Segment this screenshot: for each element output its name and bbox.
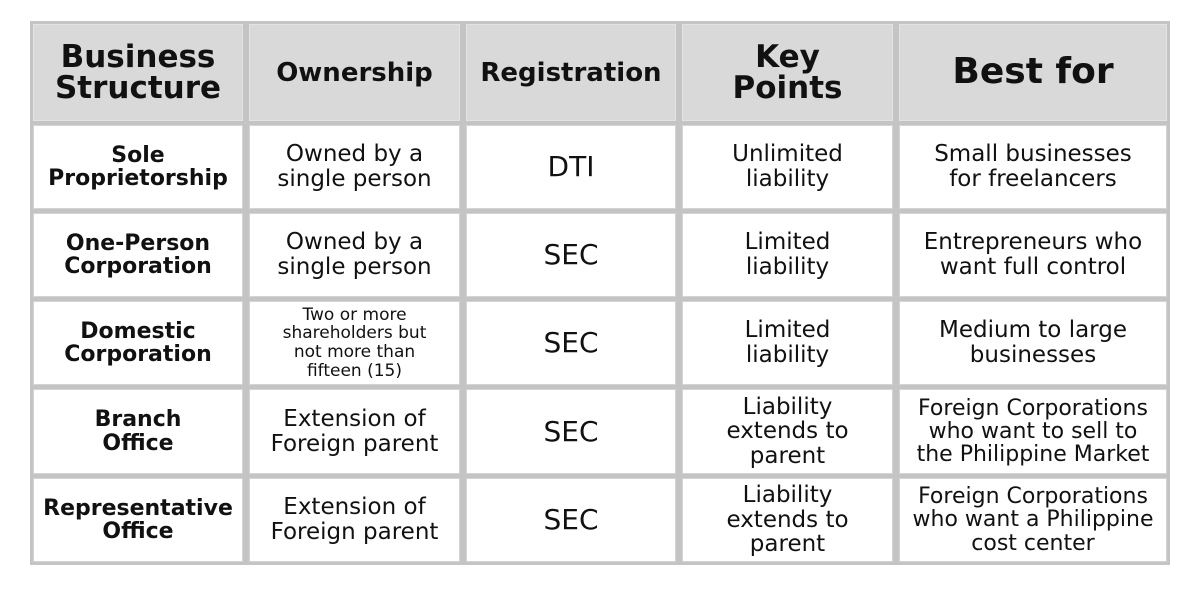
cell-ownership: Owned by a single person — [249, 213, 460, 297]
cell-registration: SEC — [466, 301, 676, 385]
cell-registration: SEC — [466, 478, 676, 562]
cell-registration: SEC — [466, 389, 676, 474]
row-label-domestic-corporation: Domestic Corporation — [33, 301, 243, 385]
header-ownership: Ownership — [249, 24, 460, 121]
cell-key-points: Liability extends to parent — [682, 389, 893, 474]
row-label-branch-office: Branch Office — [33, 389, 243, 474]
row-label-one-person-corporation: One-Person Corporation — [33, 213, 243, 297]
cell-key-points: Limited liability — [682, 213, 893, 297]
header-registration: Registration — [466, 24, 676, 121]
header-best-for: Best for — [899, 24, 1167, 121]
cell-key-points: Limited liability — [682, 301, 893, 385]
header-key-points: Key Points — [682, 24, 893, 121]
cell-best-for: Foreign Corporations who want to sell to the Philippine Market — [899, 389, 1167, 474]
row-label-representative-office: Representative Office — [33, 478, 243, 562]
cell-best-for: Medium to large businesses — [899, 301, 1167, 385]
cell-ownership: Owned by a single person — [249, 125, 460, 209]
row-label-sole-proprietorship: Sole Proprietorship — [33, 125, 243, 209]
cell-best-for: Entrepreneurs who want full control — [899, 213, 1167, 297]
cell-key-points: Unlimited liability — [682, 125, 893, 209]
business-structure-table — [30, 21, 1170, 565]
cell-ownership: Extension of Foreign parent — [249, 478, 460, 562]
cell-ownership: Extension of Foreign parent — [249, 389, 460, 474]
cell-ownership: Two or more shareholders but not more than fifteen (15) — [249, 301, 460, 385]
header-business-structure: Business Structure — [33, 24, 243, 121]
cell-key-points: Liability extends to parent — [682, 478, 893, 562]
cell-registration: SEC — [466, 213, 676, 297]
cell-registration: DTI — [466, 125, 676, 209]
cell-best-for: Small businesses for freelancers — [899, 125, 1167, 209]
cell-best-for: Foreign Corporations who want a Philippine cost center — [899, 478, 1167, 562]
